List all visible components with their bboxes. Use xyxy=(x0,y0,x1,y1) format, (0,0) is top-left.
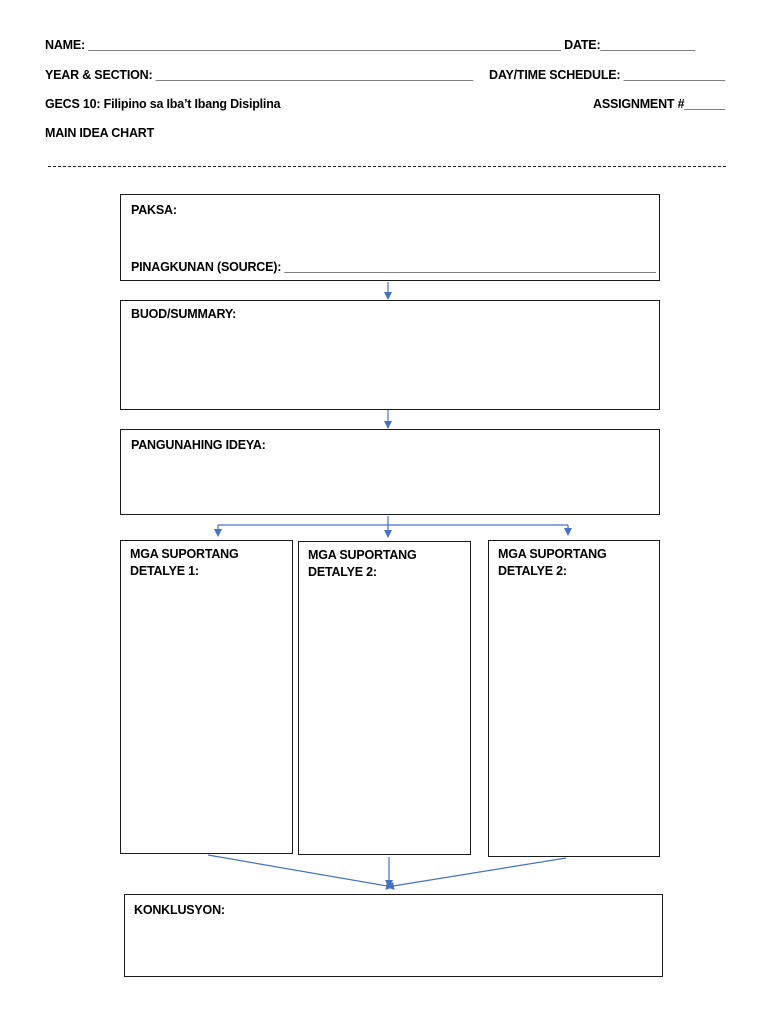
pangunahing-ideya-label: PANGUNAHING IDEYA: xyxy=(131,438,266,452)
arrow-detalye3-to-konklusyon xyxy=(387,858,566,887)
detalye-3-box[interactable] xyxy=(488,540,660,857)
konklusyon-label: KONKLUSYON: xyxy=(134,903,225,917)
assignment-number: ASSIGNMENT #______ xyxy=(593,97,725,111)
detalye-3-label: MGA SUPORTANG DETALYE 2: xyxy=(498,547,607,578)
pangunahing-ideya-box[interactable] xyxy=(120,429,660,515)
paksa-label: PAKSA: xyxy=(131,203,177,217)
paksa-box[interactable] xyxy=(120,194,660,281)
source-label: PINAGKUNAN (SOURCE): _______________________________________________________ xyxy=(131,260,656,274)
buod-summary-label: BUOD/SUMMARY: xyxy=(131,307,237,321)
course-title: GECS 10: Filipino sa Iba’t Ibang Disiplina xyxy=(45,97,281,111)
day-time-schedule-line: DAY/TIME SCHEDULE: _______________ xyxy=(489,68,725,82)
detalye-2-label: MGA SUPORTANG DETALYE 2: xyxy=(308,548,417,579)
arrow-detalye1-to-konklusyon xyxy=(208,855,393,887)
konklusyon-box[interactable] xyxy=(124,894,663,977)
year-section-line: YEAR & SECTION: _______________________________________________ xyxy=(45,68,474,82)
name-line: NAME: ______________________________________________________________________ DATE:______________ xyxy=(45,38,695,52)
detalye-2-box[interactable] xyxy=(298,541,471,855)
detalye-1-box[interactable] xyxy=(120,540,293,854)
buod-summary-box[interactable] xyxy=(120,300,660,410)
chart-title: MAIN IDEA CHART xyxy=(45,126,155,140)
detalye-1-label: MGA SUPORTANG DETALYE 1: xyxy=(130,547,239,578)
